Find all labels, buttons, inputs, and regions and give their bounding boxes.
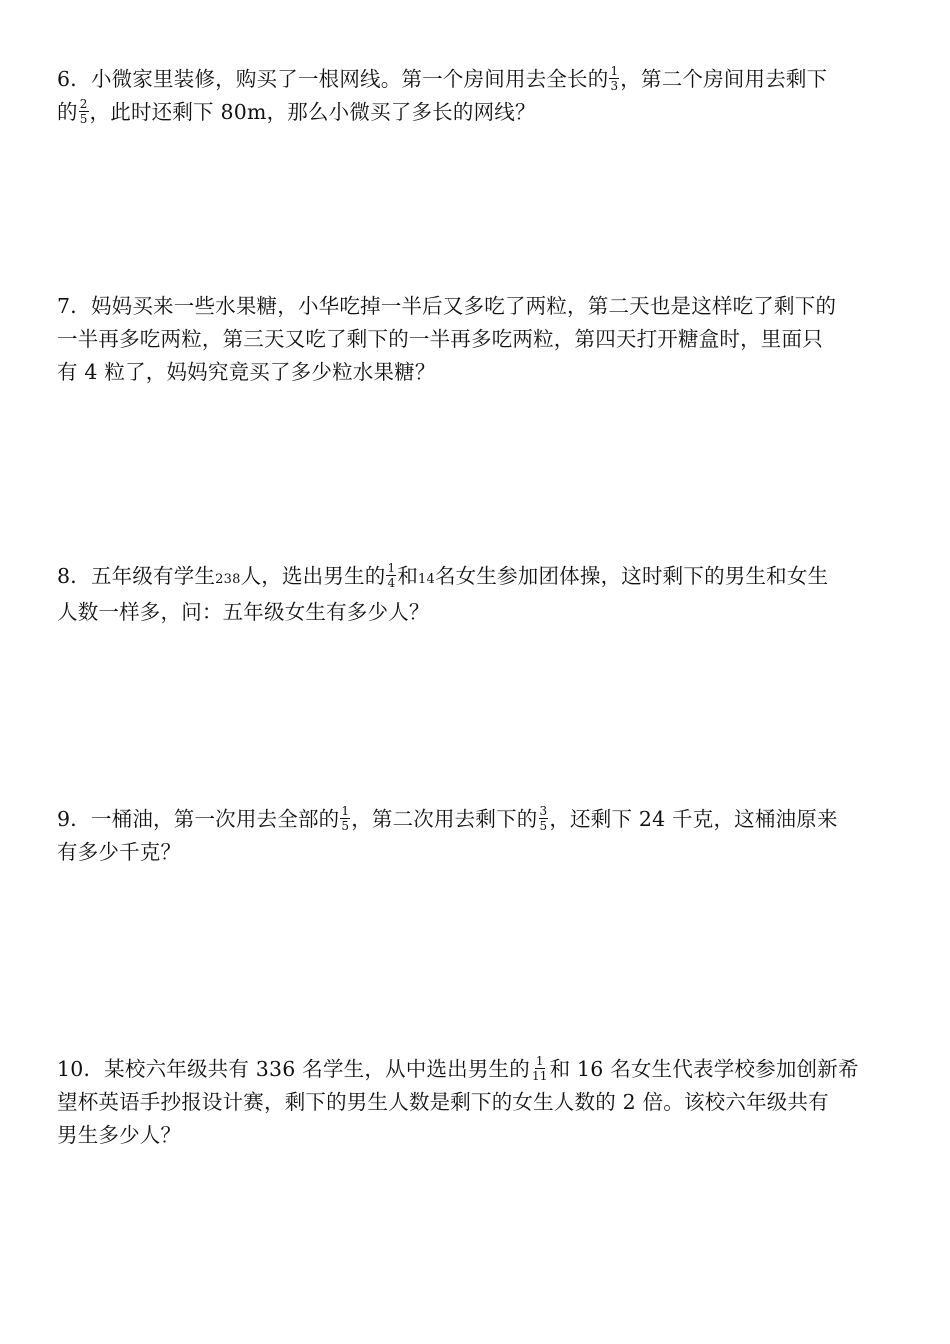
problem-9	[57, 803, 895, 869]
problem-6	[57, 63, 895, 129]
fraction	[386, 562, 396, 589]
fraction-denominator: 3	[610, 79, 619, 93]
inline-number: 14	[418, 572, 435, 587]
fraction-denominator: 4	[387, 576, 396, 590]
text-segment: 望杯英语手抄报设计赛，剩下的男生人数是剩下的女生人数的 2 倍。该校六年级共有	[57, 1090, 829, 1114]
fraction-numerator: 1	[535, 1054, 544, 1068]
text-segment: 9．一桶油，第一次用去全部的	[57, 807, 340, 831]
fraction-numerator: 1	[610, 64, 619, 78]
problem-line	[57, 96, 895, 129]
text-segment: 名女生参加团体操，这时剩下的男生和女生	[434, 564, 829, 588]
text-segment: ，第二次用去剩下的	[351, 807, 538, 831]
fraction	[340, 805, 350, 832]
text-segment: 和 16 名女生代表学校参加创新希	[549, 1057, 859, 1081]
fraction	[539, 805, 549, 832]
text-segment: 有多少千克？	[57, 840, 182, 864]
problem-line	[57, 356, 895, 389]
problem-line	[57, 596, 895, 629]
fraction-denominator: 11	[531, 1069, 548, 1083]
problem-line	[57, 836, 895, 869]
text-segment: 6．小微家里装修，购买了一根网线。第一个房间用去全长的	[57, 67, 609, 91]
fraction-numerator: 3	[539, 804, 548, 818]
fraction-numerator: 1	[387, 561, 396, 575]
problem-line	[57, 323, 895, 356]
text-segment: 男生多少人？	[57, 1123, 182, 1147]
text-segment: 和	[397, 564, 419, 588]
text-segment: 人，选出男生的	[240, 564, 386, 588]
text-segment: 有 4 粒了，妈妈究竟买了多少粒水果糖？	[57, 360, 436, 384]
problem-line	[57, 803, 895, 836]
text-segment: 人数一样多，问：五年级女生有多少人？	[57, 600, 430, 624]
text-segment: 的	[57, 100, 78, 124]
inline-number: 238	[215, 572, 241, 587]
problem-7	[57, 290, 895, 389]
problem-line	[57, 1119, 895, 1152]
fraction-denominator: 5	[79, 112, 88, 126]
fraction-denominator: 5	[539, 819, 548, 833]
text-segment: 一半再多吃两粒，第三天又吃了剩下的一半再多吃两粒，第四天打开糖盒时，里面只	[57, 327, 823, 351]
text-segment: 8．五年级有学生	[57, 564, 216, 588]
problem-line	[57, 1086, 895, 1119]
fraction-numerator: 2	[79, 97, 88, 111]
problem-line	[57, 560, 895, 596]
text-segment: 7．妈妈买来一些水果糖，小华吃掉一半后又多吃了两粒，第二天也是这样吃了剩下的	[57, 294, 837, 318]
problem-line	[57, 1053, 895, 1086]
problem-10	[57, 1053, 895, 1152]
problem-line	[57, 63, 895, 96]
text-segment: ，此时还剩下 80m，那么小微买了多长的网线？	[89, 100, 536, 124]
fraction	[609, 65, 619, 92]
fraction	[79, 98, 89, 125]
fraction-numerator: 1	[341, 804, 350, 818]
text-segment: 10．某校六年级共有 336 名学生，从中选出男生的	[57, 1057, 530, 1081]
fraction	[531, 1055, 549, 1082]
text-segment: ，第二个房间用去剩下	[620, 67, 828, 91]
problem-line	[57, 290, 895, 323]
problem-8	[57, 560, 895, 629]
text-segment: ，还剩下 24 千克，这桶油原来	[549, 807, 838, 831]
fraction-denominator: 5	[341, 819, 350, 833]
